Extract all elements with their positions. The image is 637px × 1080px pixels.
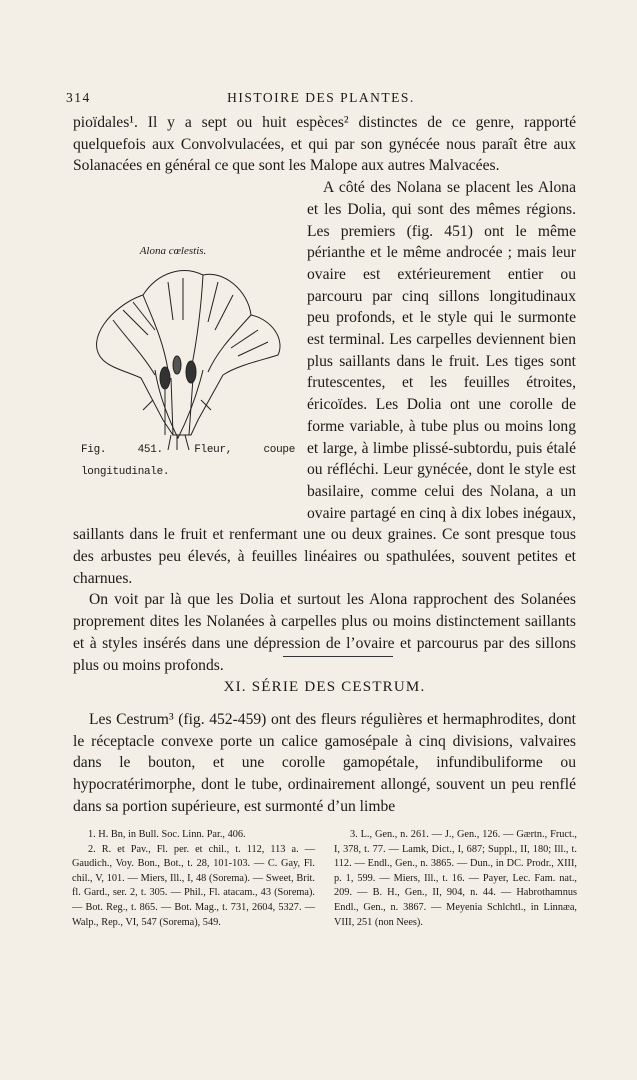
section-title: XI. SÉRIE DES CESTRUM. (223, 679, 426, 695)
footnote-2: 2. R. et Pav., Fl. per. et chil., t. 112, 113 a. — Gaudich., Voy. Bon., Bot., t. 28, 101-103. — C. Gay, Fl. chil., V, 101. — Miers, Ill., I, 48 (Sorema). — Sweet, Brit. fl. Gard., ser. 2, t. 305. — Phil., Fl. atacam., 43 (Sorema). — Bot. Reg., t. 865. — Bot. Mag., t. 731, 2604, 5327. — Walp., Rep., VI, 547 (Sorema), 549. (72, 843, 315, 928)
figure-caption: Fig. 451. Fleur, coupe longitudinale. (81, 444, 295, 478)
running-title: HISTOIRE DES PLANTES. (227, 90, 415, 105)
flower-section-engraving-icon (73, 260, 285, 450)
running-header (66, 90, 576, 110)
section-text (73, 709, 576, 818)
footnote-1: 1. H. Bn, in Bull. Soc. Linn. Par., 406. (88, 829, 246, 840)
footnotes-left-column (72, 828, 315, 930)
page-number: 314 (66, 90, 91, 105)
paragraph-continuation: pioïdales¹. Il y a sept ou huit espèces² distinctes de ce genre, rapporté quelquefois aux Convolvulacées, et qui par son gynécée nous paraît être aux Solanacées en général ce que sont les Malope aux autres Malvacées. (73, 114, 576, 175)
figure-451 (73, 244, 295, 524)
paragraph-alona-dolia: A côté des Nolana se placent les Alona et les Dolia, qui sont des mêmes régions. Les premiers (fig. 451) ont le même périanthe et le même androcée ; mais leur ovaire est extérieurement entier ou parcouru par cinq sillons longitudinaux peu profonds, et le style qui le surmonte est terminal. Les carpelles deviennent bien plus saillants dans le fruit. Les tiges sont frutescentes, et les feuilles étroites, éricoïdes. Les Dolia ont une corolle de forme variable, à tube plus ou moins long et large, à limbe plissé-subtordu, puis étalé ou réfléchi. Leur gynécée, dont le style est basilaire, comme celui des Nolana, a un ovaire partagé en cinq à dix lobes inégaux, saillants dans le fruit et renfermant une ou deux graines. Ce sont presque tous des arbustes peu élevés, à feuilles linéaires ou spathulées, souvent petites et charnues. (73, 179, 576, 587)
footnote-3: 3. L., Gen., n. 261. — J., Gen., 126. — Gærtn., Fruct., I, 378, t. 77. — Lamk, Dict., I, 687; Suppl., II, 180; Ill., t. 112. — Endl., Gen., n. 3865. — Dun., in DC. Prodr., XIII, p. 1, 599. — Miers, Ill., t. 16. — Payer, Lec. Fam. nat., 209. — B. H., Gen., II, 904, n. 44. — Habrothamnus Endl., Gen., n. 3867. — Meyenia Schlchtl., in Linnæa, VIII, 251 (non Nees). (334, 829, 577, 928)
figure-species-caption: Alona cœlestis. (139, 245, 207, 258)
main-text (73, 112, 576, 676)
paragraph-cestrum: Les Cestrum³ (fig. 452-459) ont des fleurs régulières et hermaphrodites, dont le réceptacle convexe porte un calice gamosépale à cinq divisions, valvaires dans le bouton, et une corolle gamopétale, infundibuliforme ou hypocratérimorphe, dont le tube, ordinairement allongé, souvent un peu renflé dans sa portion supérieure, est surmonté d’un limbe (73, 711, 576, 815)
section-divider (283, 656, 393, 657)
paragraph-comparison: On voit par là que les Dolia et surtout les Alona rapprochent des Solanées proprement dites les Nolanées à carpelles plus ou moins distinctement saillants et à styles insérés dans une dépression de l’ovaire et parcourus par des sillons plus ou moins profonds. (73, 591, 576, 674)
footnotes-right-column (334, 828, 577, 930)
